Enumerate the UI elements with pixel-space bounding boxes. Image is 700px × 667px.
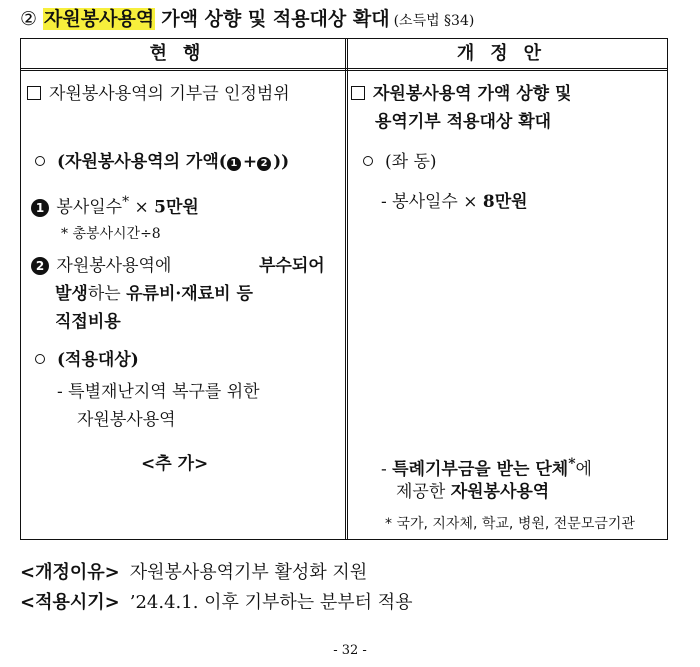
current-item-2-line1: 2 자원봉사용역에 bbox=[31, 253, 171, 279]
table-header-row bbox=[21, 39, 667, 71]
marker-two-icon: 2 bbox=[31, 257, 49, 275]
current-scope-line1: - 특별재난지역 복구를 위한 bbox=[57, 382, 260, 402]
current-item-1: 1 봉사일수* × 5만원 bbox=[31, 189, 199, 221]
revised-added-note: * 국가, 지자체, 학교, 병원, 전문모금기관 bbox=[385, 516, 635, 532]
marker-one-icon: 1 bbox=[31, 199, 49, 217]
law-reference: (소득법 §34) bbox=[393, 13, 475, 29]
header-revised: 개정안 bbox=[456, 43, 558, 64]
current-item-1-note: * 총봉사시간÷8 bbox=[61, 226, 161, 242]
current-item-2-bold: 부수되어 bbox=[259, 256, 325, 276]
page-number: - 32 - bbox=[333, 643, 367, 658]
comparison-table bbox=[20, 38, 668, 540]
reason-label: <개정이유> bbox=[20, 562, 120, 583]
current-added-placeholder: <추 가> bbox=[141, 454, 209, 474]
current-item-2-line2: 발생하는 유류비·재료비 등 bbox=[55, 284, 253, 304]
effective-text: ’24.4.1. 이후 기부하는 분부터 적용 bbox=[129, 592, 413, 613]
marker-one-icon: 1 bbox=[227, 157, 241, 171]
current-scope-line2: 자원봉사용역 bbox=[77, 410, 176, 430]
effective-date bbox=[20, 590, 413, 616]
current-scope-heading: (적용대상) bbox=[35, 347, 139, 373]
highlighted-term: 자원봉사용역 bbox=[44, 8, 155, 30]
marker-two-icon: 2 bbox=[257, 157, 271, 171]
current-item-2-line3: 직접비용 bbox=[55, 312, 121, 332]
revised-added-line1: - 특례기부금을 받는 단체*에 bbox=[381, 456, 592, 480]
column-divider bbox=[345, 39, 348, 539]
revised-topic-line1: 자원봉사용역 가액 상향 및 bbox=[351, 81, 571, 107]
section-heading bbox=[20, 5, 690, 35]
circle-bullet-icon bbox=[363, 156, 373, 166]
revised-same: (좌 동) bbox=[363, 149, 437, 175]
circle-bullet-icon bbox=[35, 156, 45, 166]
revision-reason bbox=[20, 560, 367, 586]
effective-label: <적용시기> bbox=[20, 592, 120, 613]
reason-text: 자원봉사용역기부 활성화 지원 bbox=[129, 562, 368, 583]
section-title: 가액 상향 및 적용대상 확대 bbox=[161, 8, 390, 30]
checkbox-square-icon bbox=[27, 86, 41, 100]
header-current: 현행 bbox=[149, 43, 217, 64]
current-value-heading: (자원봉사용역의 가액( 1 + 2 )) bbox=[35, 149, 289, 175]
revised-item-1: - 봉사일수 × 8만원 bbox=[381, 192, 528, 212]
checkbox-square-icon bbox=[351, 86, 365, 100]
section-number: ② bbox=[20, 8, 38, 30]
current-topic: 자원봉사용역의 기부금 인정범위 bbox=[27, 81, 290, 107]
revised-added-line2: 제공한 자원봉사용역 bbox=[396, 482, 550, 502]
circle-bullet-icon bbox=[35, 354, 45, 364]
revised-topic-line2: 용역기부 적용대상 확대 bbox=[375, 112, 552, 132]
